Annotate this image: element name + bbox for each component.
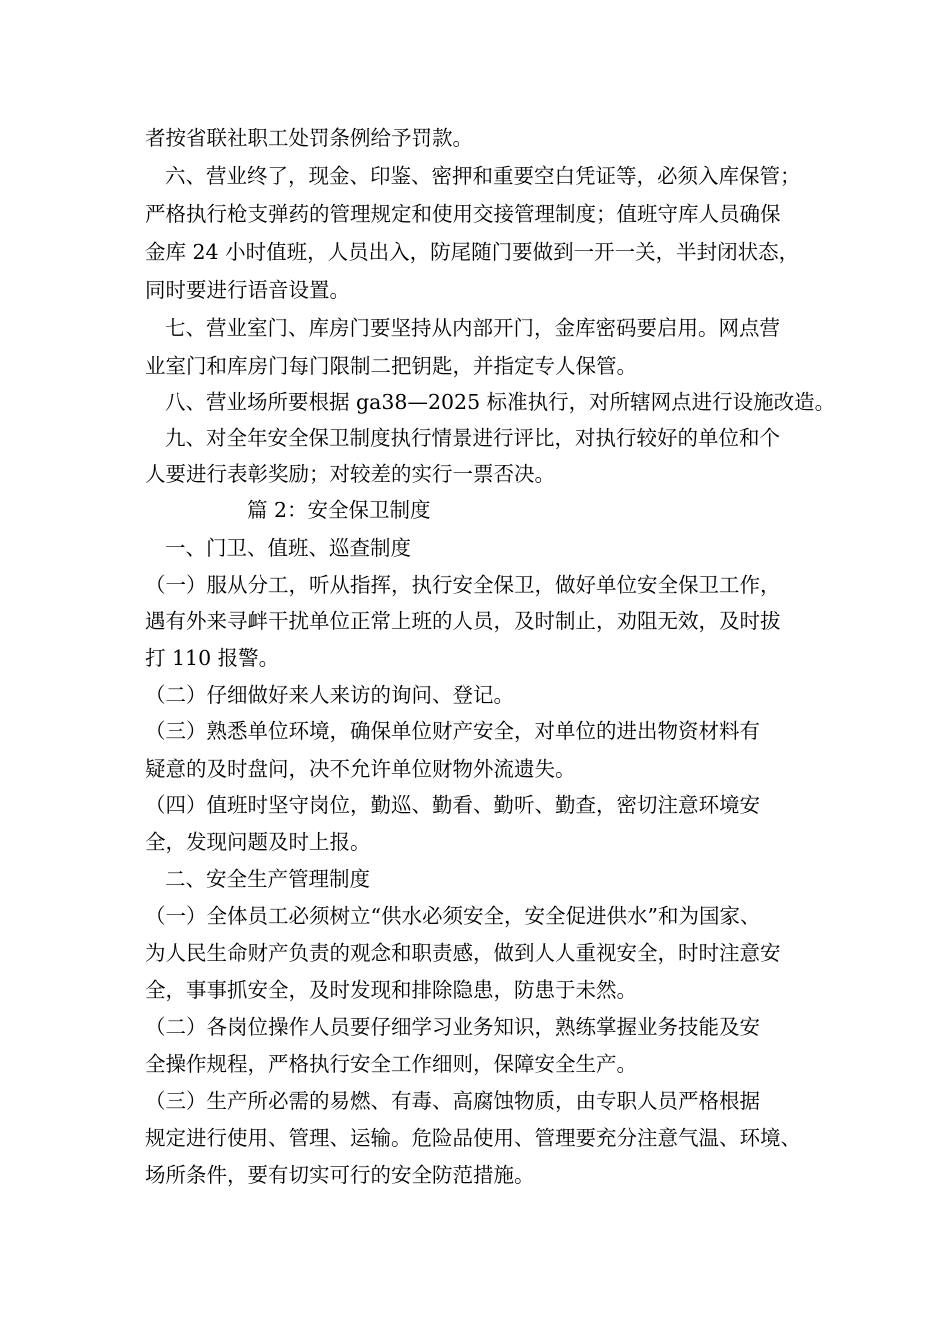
text-line: 八、营业场所要根据 ga38—2025 标准执行，对所辖网点进行设施改造。	[165, 390, 836, 414]
text-line: 九、对全年安全保卫制度执行情景进行评比，对执行较好的单位和个	[165, 426, 780, 450]
text-line: 为人民生命财产负责的观念和职责感，做到人人重视安全，时时注意安	[145, 941, 781, 965]
text-line: 全，事事抓安全，及时发现和排除隐患，防患于未然。	[145, 978, 637, 1002]
text-line: 六、营业终了，现金、印鉴、密押和重要空白凭证等，必须入库保管；	[165, 164, 801, 188]
text-line: 七、营业室门、库房门要坚持从内部开门，金库密码要启用。网点营	[165, 316, 780, 340]
section-heading: 篇 2：安全保卫制度	[247, 498, 431, 522]
text-line: 打 110 报警。	[145, 646, 280, 670]
text-line: 规定进行使用、管理、运输。危险品使用、管理要充分注意气温、环境、	[145, 1126, 801, 1150]
text-line: 人要进行表彰奖励；对较差的实行一票否决。	[145, 462, 555, 486]
text-line: （三）熟悉单位环境，确保单位财产安全，对单位的进出物资材料有	[145, 719, 760, 743]
text-line: 遇有外来寻衅干扰单位正常上班的人员，及时制止，劝阻无效，及时拔	[145, 609, 781, 633]
text-line: 疑意的及时盘问，决不允许单位财物外流遗失。	[145, 757, 576, 781]
text-line: （四）值班时坚守岗位，勤巡、勤看、勤听、勤查，密切注意环境安	[145, 793, 760, 817]
text-line: （一）服从分工，听从指挥，执行安全保卫，做好单位安全保卫工作，	[145, 573, 781, 597]
text-line: 全，发现问题及时上报。	[145, 830, 371, 854]
text-line: （一）全体员工必须树立“供水必须安全，安全促进供水”和为国家、	[145, 904, 761, 928]
text-line: （二）仔细做好来人来访的询问、登记。	[145, 683, 514, 707]
text-line: 二、安全生产管理制度	[165, 867, 370, 891]
text-line: 一、门卫、值班、巡查制度	[165, 536, 411, 560]
text-line: 者按省联社职工处罚条例给予罚款。	[145, 126, 473, 150]
text-line: 业室门和库房门每门限制二把钥匙，并指定专人保管。	[145, 354, 637, 378]
text-line: （二）各岗位操作人员要仔细学习业务知识，熟练掌握业务技能及安	[145, 1015, 760, 1039]
text-line: 全操作规程，严格执行安全工作细则，保障安全生产。	[145, 1052, 637, 1076]
text-line: 场所条件，要有切实可行的安全防范措施。	[145, 1163, 535, 1187]
text-line: 严格执行枪支弹药的管理规定和使用交接管理制度；值班守库人员确保	[145, 202, 781, 226]
text-line: 同时要进行语音设置。	[145, 278, 350, 302]
text-line: （三）生产所必需的易燃、有毒、高腐蚀物质，由专职人员严格根据	[145, 1089, 760, 1113]
text-line: 金库 24 小时值班，人员出入，防尾随门要做到一开一关，半封闭状态，	[145, 240, 800, 264]
